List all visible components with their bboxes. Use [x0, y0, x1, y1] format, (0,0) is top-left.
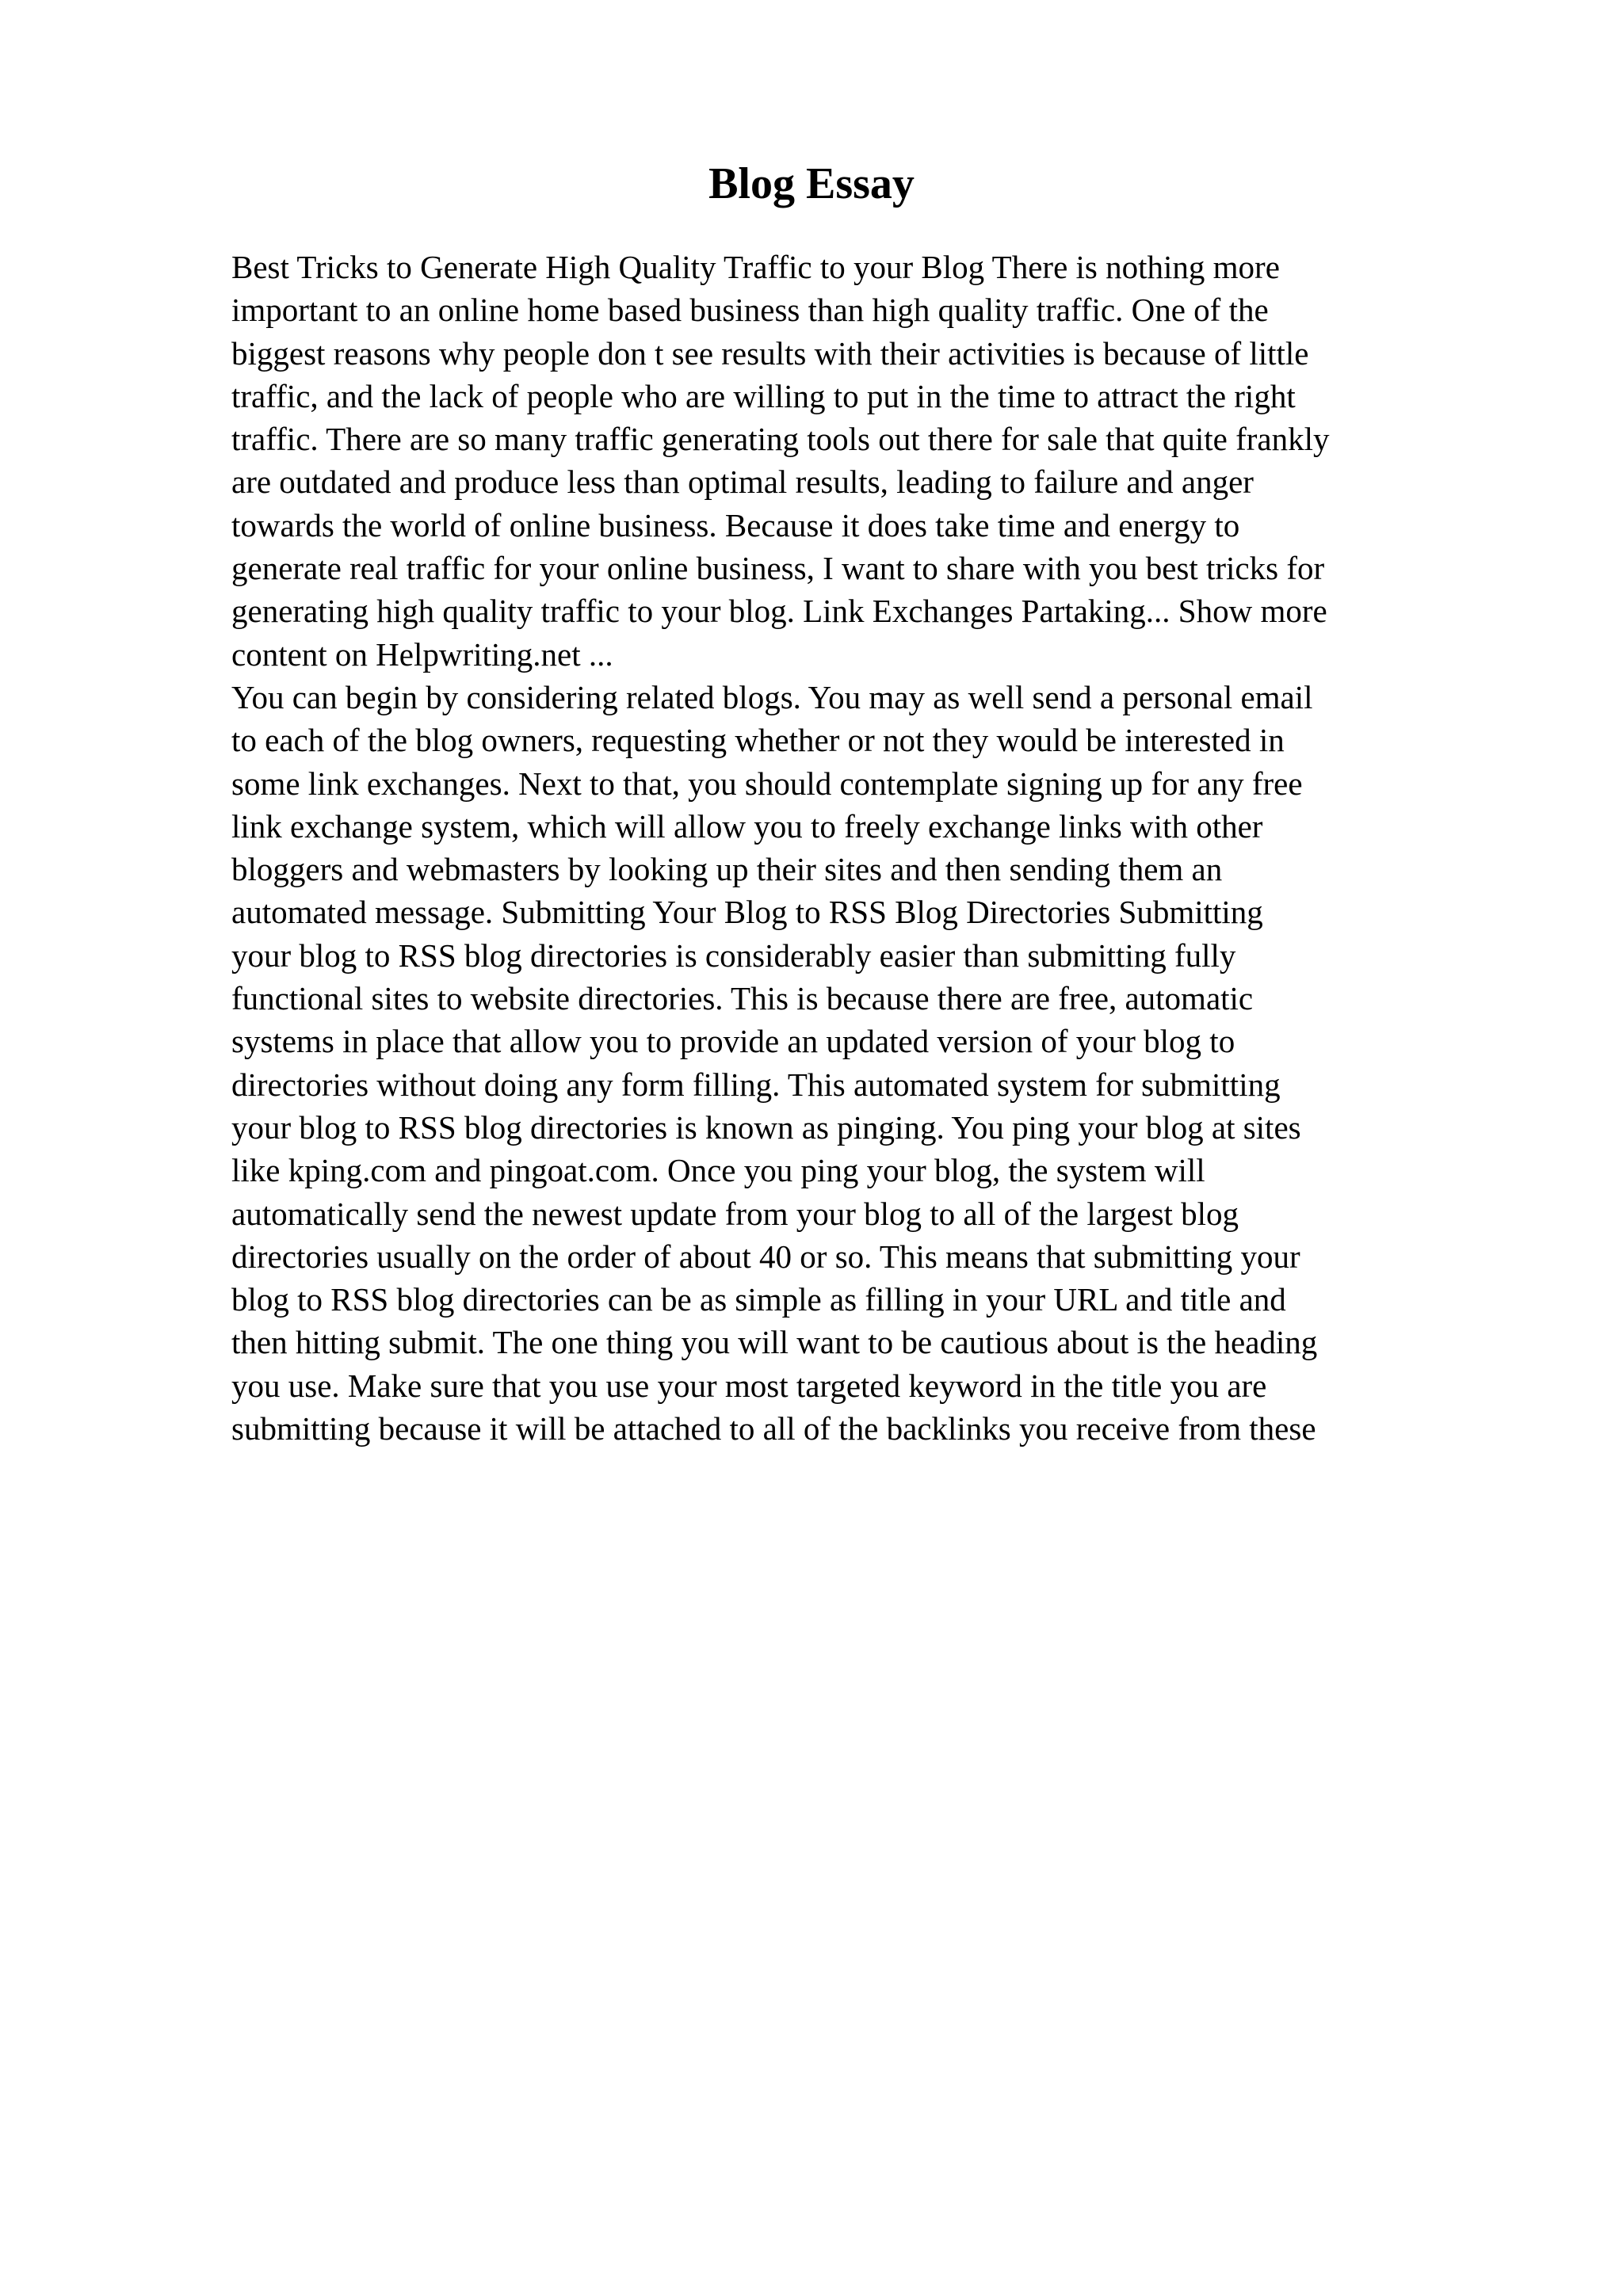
text-line: functional sites to website directories. This is because there are free, automatic — [231, 980, 1254, 1017]
text-line: generating high quality traffic to your blog. Link Exchanges Partaking... Show more — [231, 593, 1327, 630]
text-line: important to an online home based business than high quality traffic. One of the — [231, 292, 1269, 329]
text-line: then hitting submit. The one thing you will want to be cautious about is the heading — [231, 1324, 1318, 1361]
text-line: are outdated and produce less than optimal results, leading to failure and anger — [231, 463, 1254, 501]
text-line: your blog to RSS blog directories is known as pinging. You ping your blog at sites — [231, 1108, 1301, 1146]
text-line: submitting because it will be attached to all of the backlinks you receive from these — [231, 1410, 1316, 1447]
text-line: content on Helpwriting.net ... — [231, 635, 613, 673]
text-line: some link exchanges. Next to that, you should contemplate signing up for any free — [231, 765, 1303, 802]
text-line: blog to RSS blog directories can be as simple as filling in your URL and title and — [231, 1281, 1286, 1318]
text-line: systems in place that allow you to provide an updated version of your blog to — [231, 1023, 1235, 1060]
text-line: You can begin by considering related blogs. You may as well send a personal email — [231, 678, 1313, 715]
text-line: biggest reasons why people don t see results with their activities is because of little — [231, 334, 1309, 372]
text-line: directories without doing any form filling. This automated system for submitting — [231, 1066, 1281, 1103]
text-line: generate real traffic for your online business, I want to share with you best tricks for — [231, 550, 1325, 587]
page-title: Blog Essay — [708, 159, 915, 208]
text-line: your blog to RSS blog directories is considerably easier than submitting fully — [231, 936, 1236, 974]
text-line: Best Tricks to Generate High Quality Traffic to your Blog There is nothing more — [231, 249, 1280, 285]
text-line: link exchange system, which will allow you to freely exchange links with other — [231, 807, 1263, 845]
text-line: you use. Make sure that you use your most targeted keyword in the title you are — [231, 1367, 1267, 1404]
text-line: automatically send the newest update from your blog to all of the largest blog — [231, 1195, 1239, 1232]
text-line: directories usually on the order of about 40 or so. This means that submitting your — [231, 1238, 1300, 1275]
body-text — [231, 246, 1499, 1450]
text-line: traffic, and the lack of people who are willing to put in the time to attract the right — [231, 377, 1296, 414]
text-line: automated message. Submitting Your Blog to RSS Blog Directories Submitting — [231, 894, 1263, 931]
text-line: to each of the blog owners, requesting whether or not they would be interested in — [231, 722, 1285, 759]
text-line: towards the world of online business. Because it does take time and energy to — [231, 506, 1240, 543]
text-line: bloggers and webmasters by looking up their sites and then sending them an — [231, 851, 1223, 888]
text-line: traffic. There are so many traffic generating tools out there for sale that quite frankly — [231, 421, 1330, 458]
text-line: like kping.com and pingoat.com. Once you ping your blog, the system will — [231, 1152, 1205, 1189]
